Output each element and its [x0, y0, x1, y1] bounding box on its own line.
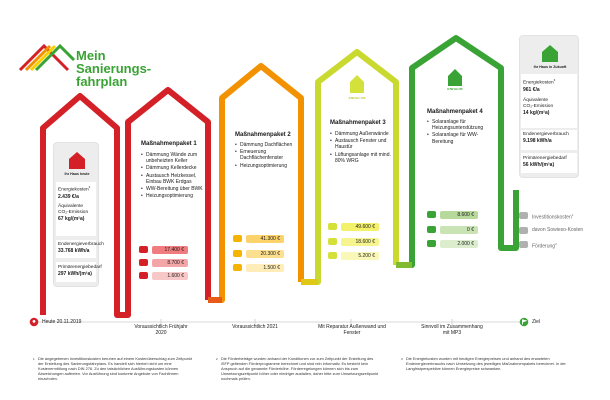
current-co2: Äquivalente CO₂-Emission 67 kg/(m²a): [58, 204, 89, 222]
package-1-measures: [141, 152, 206, 200]
package-1-measure: • Austausch Heizkessel, Einbau BWK Erdgas: [141, 173, 206, 185]
legend-investment-icon: [519, 212, 528, 219]
sowieso-cost-icon: [328, 238, 337, 245]
red-house-icon: [54, 147, 100, 173]
footnote-2: Die Förderbeträge wurden anhand der Konditionen zur zum Zeitpunkt der Erstellung des iSFP geltenden Förderprogramme berechnet und sind rein informativ. Es besteht kein Anspruch auf die genannte Förderhöhe. Förderre​gelungen können sich bis zum Umsetzungszeitpunkt höher oder niedriger ausfallen, daher bitte zum Umsetzungszeitpunkt nochmals prüfen.: [221, 356, 379, 381]
app-logo-title: [76, 49, 151, 88]
footnote-3: Die Energiekosten wurden mit heutigen Energiepreisen und anhand des erwarteten Endenergieverbrauchs nach Umsetzung des jeweiligen Maßnahmenpakets berechnet. In der Langfristperspektive können Energiepreise schwanken.: [406, 356, 566, 371]
legend-funding: Förderung$^2$: [532, 242, 557, 250]
funding-icon: [139, 272, 148, 279]
package-1-measure: • Heizungsoptimierung: [141, 193, 206, 199]
package-1-measure: • Dämmung Wände zum unbeheizten Keller: [141, 152, 206, 164]
logo-line-3: fahrplan: [76, 74, 128, 89]
legend-sowieso-icon: [519, 227, 528, 234]
funding-icon: [427, 240, 436, 247]
package-1-measure: • WW-Bereitung über BWK: [141, 186, 206, 192]
package-3-sowieso: 18.600 €: [341, 238, 379, 246]
funding-icon: [328, 252, 337, 259]
future-co2: Äquivalente CO₂-Emission 14 kg/(m²a): [523, 98, 554, 116]
package-4-title: Maßnahmenpaket 4: [427, 109, 483, 115]
goal-flag-icon: [519, 317, 529, 327]
package-2-title: Maßnahmenpaket 2: [235, 132, 291, 138]
package-4-funding: 2.000 €: [440, 240, 478, 248]
package-4-sowieso: 0 €: [440, 226, 478, 234]
logo-house-icon: [20, 46, 74, 70]
future-energy-cost: Energiekosten$^3$ 961 €/a: [523, 78, 556, 93]
investment-cost-icon: [139, 246, 148, 253]
package-2-measure: • Erneuerung Dachflächenfenster: [235, 149, 297, 161]
current-house-caption: Ihr Haus heute: [64, 172, 90, 176]
sowieso-cost-icon: [139, 259, 148, 266]
current-end-energy: Endenergieverbrauch 33.768 kWh/a: [58, 242, 104, 254]
package-3-measures: [330, 131, 392, 165]
future-end-energy: Endenergieverbrauch 9.198 kWh/a: [523, 132, 569, 144]
package-1-sowieso: 8.700 €: [152, 259, 188, 267]
current-primary-energy: Primärenergiebedarf 297 kWh/(m²a): [58, 265, 102, 277]
timeline-end-label: Ziel: [532, 319, 541, 325]
start-location-pin-icon: [29, 317, 39, 327]
package-2-sowieso: 20.300 €: [246, 250, 284, 258]
legend-sowieso: davon Sowieso-Kosten: [532, 227, 584, 233]
package-1-timeline: Voraussichtlich Frühjahr 2020: [134, 324, 188, 336]
investment-cost-icon: [427, 211, 436, 218]
package-1-funding: 1.600 €: [152, 272, 188, 280]
kfw-100-house-icon: [346, 66, 368, 106]
package-2-funding: 1.500 €: [246, 264, 284, 272]
package-4-measure: • Solaranlage für Heizungsunterstützung: [427, 119, 493, 131]
package-3-investment: 49.600 €: [341, 223, 379, 231]
future-house-caption: Ihr Haus in Zukunft: [533, 65, 567, 69]
package-3-funding: 5.200 €: [341, 252, 379, 260]
investment-cost-icon: [233, 235, 242, 242]
sowieso-cost-icon: [427, 226, 436, 233]
kfw-100-badge: KfW EH 100: [348, 96, 366, 100]
package-2-timeline: Voraussichtlich 2021: [232, 324, 278, 330]
footnote-3-mark: 3: [401, 357, 403, 361]
package-3-measure: • Lüftungsanlage mit mind. 80% WRG: [330, 152, 392, 164]
legend-investment: Investitionskosten$^1$: [532, 213, 574, 221]
kfw-85-badge: KfW EH 85: [447, 87, 463, 91]
legend-funding-icon: [519, 241, 528, 248]
package-3-measure: • Austausch Fenster und Haustür: [330, 138, 392, 150]
green-house-icon: [520, 40, 580, 64]
package-1-investment: 17.400 €: [152, 246, 188, 254]
current-energy-cost: Energiekosten$^3$ 2.439 €/a: [58, 185, 91, 200]
logo-line-2: Sanierungs-: [76, 61, 152, 76]
package-2-measures: [235, 142, 297, 170]
package-4-investment: 8.600 €: [440, 211, 478, 219]
package-2-measure: • Heizungsoptimierung: [235, 163, 297, 169]
timeline-start-label: Heute 20.11.2019: [42, 319, 82, 325]
future-primary-energy: Primärenergiebedarf 56 kWh/(m²a): [523, 156, 567, 168]
package-1-title: Maßnahmenpaket 1: [141, 141, 197, 147]
package-2-investment: 41.300 €: [246, 235, 284, 243]
logo-line-1: Mein: [76, 48, 106, 63]
package-4-measures: [427, 119, 493, 146]
investment-cost-icon: [328, 223, 337, 230]
package-2-measure: • Dämmung Dachflächen: [235, 142, 297, 148]
funding-icon: [233, 264, 242, 271]
package-1-measure: • Dämmung Kellerdecke: [141, 165, 206, 171]
package-3-timeline: Mit Reparatur Außenwand und Fenster: [318, 324, 386, 336]
package-3-measure: • Dämmung Außenwände: [330, 131, 392, 137]
package-4-measure: • Solaranlage für WW-Bereitung: [427, 132, 493, 144]
sowieso-cost-icon: [233, 250, 242, 257]
footnote-2-mark: 2: [216, 357, 218, 361]
footnote-1: Die angegebenen Investitionskosten beruhen auf einem Kostenüberschlag zum Zeitpunkt der Erstellung des Sanierungsfahrplans. Es handelt sich hierbei nicht um eine Kostenermittlung nach DIN 276. Zu den tatsächlichen Ausführungskosten können Abweichungen auftreten. Vor Ausführung sind konkrete Angebote von Fachfirmen einzuholen.: [38, 356, 192, 381]
footnote-1-mark: 1: [33, 357, 35, 361]
package-3-title: Maßnahmenpaket 3: [330, 120, 386, 126]
package-4-timeline: Sinnvoll im Zusammenhang mit MP3: [421, 324, 483, 336]
